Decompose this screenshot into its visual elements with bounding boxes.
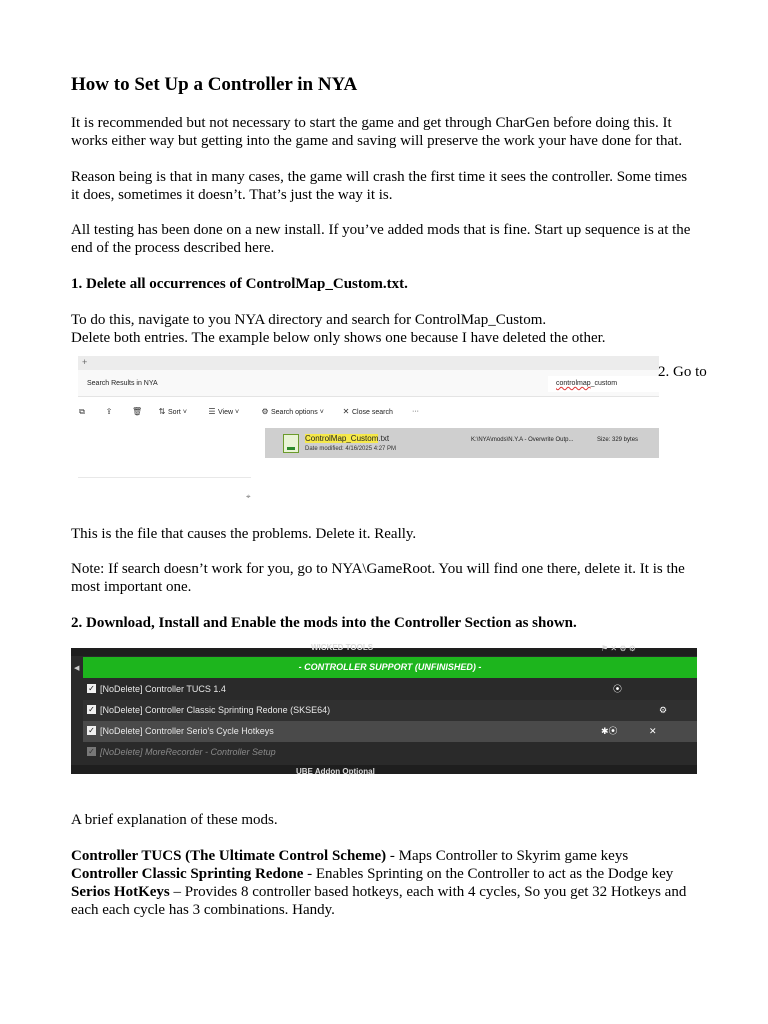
close-search-button[interactable]: ✕ Close search xyxy=(342,407,393,416)
enable-checkbox[interactable]: ✓ xyxy=(88,684,95,693)
result-file-name: ControlMap_Custom.txt xyxy=(305,434,390,443)
new-tab-icon[interactable]: + xyxy=(82,357,88,367)
sort-button[interactable]: ⇅ Sort ˅ xyxy=(158,407,187,416)
reason-paragraph: Reason being is that in many cases, the game will crash the first time it sees the controller. Some times it does, sometimes it doesn’t. That’s just the way it is. xyxy=(71,169,688,203)
testing-paragraph: All testing has been done on a new install. If you’ve added mods that is fine. Start up sequence is at the end of the process described here. xyxy=(71,222,691,256)
enable-checkbox[interactable]: ✓ xyxy=(88,726,95,735)
explorer-address-bar[interactable] xyxy=(78,370,659,397)
search-query-a: controlmap xyxy=(556,380,591,387)
share-icon[interactable]: ⇪ xyxy=(105,407,113,416)
step1-line2: Delete both entries. The example below only shows one because I have deleted the other. xyxy=(71,330,606,346)
view-icon: ☰ xyxy=(208,407,216,416)
step1-heading: 1. Delete all occurrences of ControlMap_Custom.txt. xyxy=(71,276,408,292)
note-paragraph: Note: If search doesn’t work for you, go to NYA\GameRoot. You will find one there, delete it. It is the most important one. xyxy=(71,561,685,595)
mod-row-morerecorder[interactable] xyxy=(83,742,697,763)
search-query-b: _custom xyxy=(590,380,618,387)
mod-row-sprinting[interactable] xyxy=(83,700,697,721)
pin-icon[interactable]: ⌖ xyxy=(246,492,251,501)
mod-organizer-screenshot xyxy=(71,643,697,776)
address-text: Search Results in NYA xyxy=(87,380,158,387)
mod-description-tucs: Controller TUCS (The Ultimate Control Scheme) - Maps Controller to Skyrim game keys xyxy=(71,848,629,864)
plugin-flag-icon: ⦿ xyxy=(613,684,623,694)
problem-file-paragraph: This is the file that causes the problems. Delete it. Really. xyxy=(71,526,417,542)
search-result-row[interactable] xyxy=(265,428,659,458)
nav-divider xyxy=(78,477,251,478)
explorer-toolbar xyxy=(78,404,659,422)
result-path: K:\NYA\mods\N.Y.A - Overwrite Outp... xyxy=(471,437,574,443)
delete-icon[interactable]: 🗑 xyxy=(132,407,143,416)
navigation-pane[interactable] xyxy=(78,422,251,506)
mod-list-top-partial: WICKED TOOLS ⚑ ✕ ⚙ ⚙ xyxy=(71,648,697,656)
mod-name: [NoDelete] Controller Classic Sprinting Redone (SKSE64) xyxy=(100,705,331,715)
search-input[interactable] xyxy=(548,376,659,392)
enable-checkbox[interactable]: ✓ xyxy=(88,705,95,714)
copy-icon[interactable]: ⧉ xyxy=(79,407,85,416)
conflict-flag-icon: ✱⦿ xyxy=(601,726,618,736)
mod-name: [NoDelete] Controller TUCS 1.4 xyxy=(100,684,226,694)
result-size: Size: 329 bytes xyxy=(597,437,639,443)
sort-icon: ⇅ xyxy=(158,407,166,416)
step2-heading: 2. Download, Install and Enable the mods into the Controller Section as shown. xyxy=(71,615,577,631)
enable-checkbox[interactable]: ✓ xyxy=(88,747,95,756)
step1-line1: To do this, navigate to you NYA directory and search for ControlMap_Custom. xyxy=(71,312,547,328)
mod-list-bottom-partial: UBE Addon Optional xyxy=(71,765,697,774)
view-button[interactable]: ☰ View ˅ xyxy=(208,407,240,416)
search-options-button[interactable]: ⚙ Search options ˅ xyxy=(261,407,324,416)
mod-name: [NoDelete] MoreRecorder - Controller Setup xyxy=(100,747,276,757)
mod-row-tucs[interactable] xyxy=(83,679,697,700)
mod-row-serio-hotkeys[interactable] xyxy=(83,721,697,742)
mod-name: [NoDelete] Controller Serio's Cycle Hotkeys xyxy=(100,726,274,736)
script-flag-icon: ⚙ xyxy=(659,705,668,715)
tools-flag-icon: ✕ xyxy=(649,726,657,736)
page-title: How to Set Up a Controller in NYA xyxy=(71,74,358,95)
more-options-button[interactable]: ··· xyxy=(412,408,419,415)
intro-paragraph: It is recommended but not necessary to start the game and get through CharGen before doing this. It works either way but getting into the game and saving will preserve the work your have done for that. xyxy=(71,115,683,149)
flag-icons: ⚑ ✕ ⚙ ⚙ xyxy=(601,644,636,653)
search-options-icon: ⚙ xyxy=(261,407,269,416)
mod-description-hotkeys: Serios HotKeys – Provides 8 controller based hotkeys, each with 4 cycles, So you get 32 Hotkeys and each each cycle has 3 combinations. Handy. xyxy=(71,884,687,918)
separator-controller-support[interactable]: - CONTROLLER SUPPORT (UNFINISHED) - xyxy=(83,657,697,678)
text-file-icon xyxy=(283,434,299,453)
mod-description-sprinting: Controller Classic Sprinting Redone - Enables Sprinting on the Controller to act as the Dodge key xyxy=(71,866,674,882)
collapse-arrow-icon[interactable]: ◀ xyxy=(74,665,80,672)
brief-paragraph: A brief explanation of these mods. xyxy=(71,812,278,828)
close-icon: ✕ xyxy=(342,407,350,416)
explorer-screenshot xyxy=(78,356,659,506)
explorer-tab-strip xyxy=(78,356,659,370)
goto-fragment: 2. Go to xyxy=(658,364,707,380)
result-date-modified: Date modified: 4/16/2025 4:27 PM xyxy=(305,446,397,452)
